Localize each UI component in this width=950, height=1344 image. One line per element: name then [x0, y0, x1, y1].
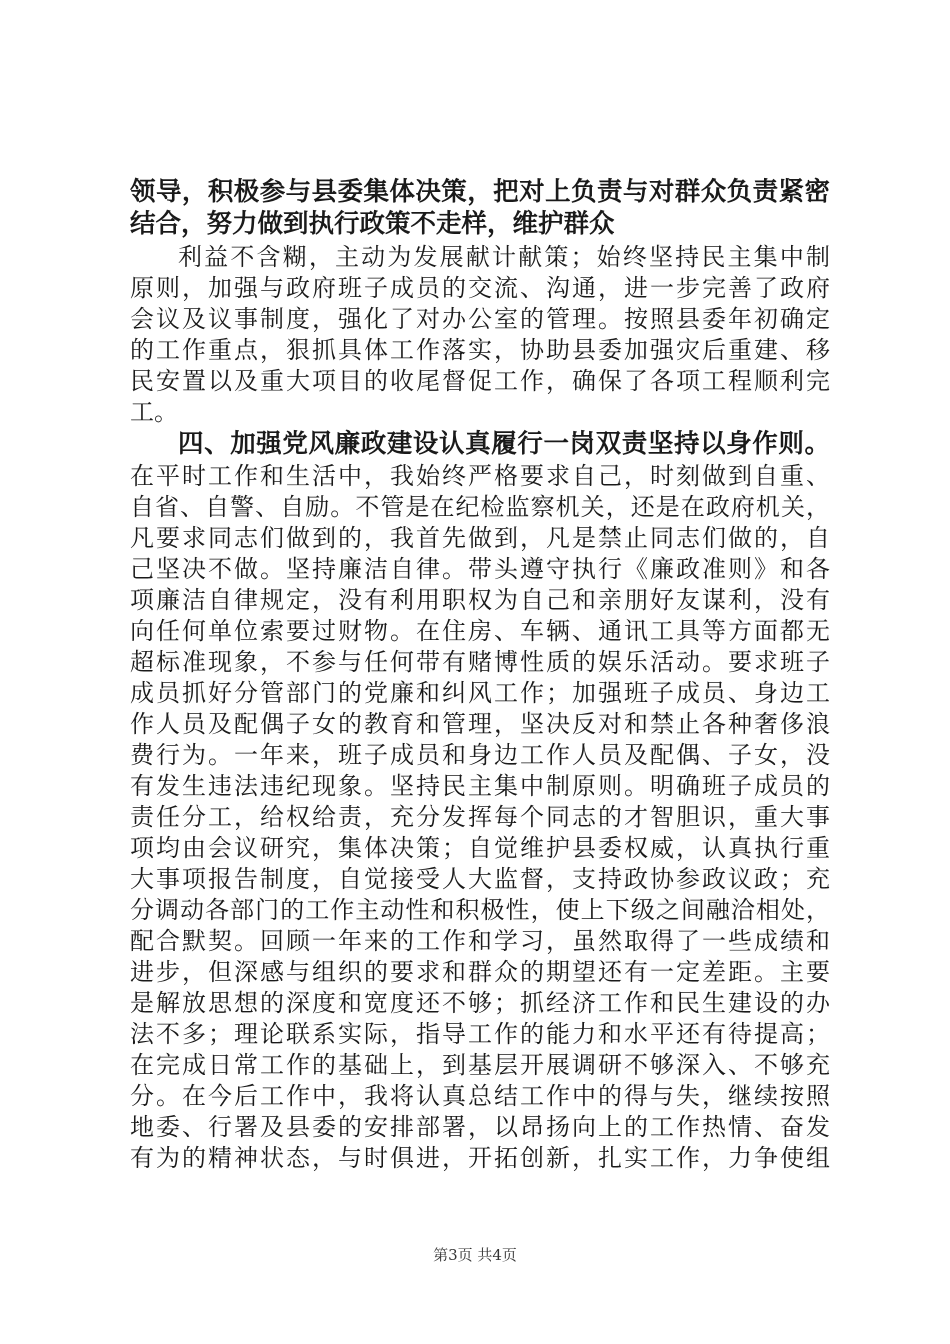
paragraph-line: 进步，但深感与组织的要求和群众的期望还有一定差距。主要 [130, 958, 830, 986]
paragraph-line: 成员抓好分管部门的党廉和纠风工作；加强班子成员、身边工 [130, 679, 830, 707]
paragraph-line: 利益不含糊，主动为发展献计献策；始终坚持民主集中制 [178, 243, 830, 271]
paragraph-line: 分调动各部门的工作主动性和积极性，使上下级之间融洽相处， [130, 896, 830, 924]
paragraph-line: 向任何单位索要过财物。在住房、车辆、通讯工具等方面都无 [130, 617, 830, 645]
text-line-bold: 结合，努力做到执行政策不走样，维护群众 [130, 209, 615, 239]
paragraph-line: 责任分工，给权给责，充分发挥每个同志的才智胆识，重大事 [130, 803, 830, 831]
paragraph-line: 超标准现象，不参与任何带有赌博性质的娱乐活动。要求班子 [130, 648, 830, 676]
paragraph-line: 配合默契。回顾一年来的工作和学习，虽然取得了一些成绩和 [130, 927, 830, 955]
section-heading: 四、加强党风廉政建设认真履行一岗双责坚持以身作则。 [178, 429, 830, 459]
paragraph-line: 工。 [130, 398, 178, 426]
paragraph-line: 地委、行署及县委的安排部署，以昂扬向上的工作热情、奋发 [130, 1113, 830, 1141]
paragraph-line: 项廉洁自律规定，没有利用职权为自己和亲朋好友谋利，没有 [130, 586, 830, 614]
paragraph-line: 有发生违法违纪现象。坚持民主集中制原则。明确班子成员的 [130, 772, 830, 800]
paragraph-line: 凡要求同志们做到的，我首先做到，凡是禁止同志们做的，自 [130, 524, 830, 552]
page-number-footer: 第3页 共4页 [433, 1246, 517, 1264]
paragraph-line: 项均由会议研究，集体决策；自觉维护县委权威，认真执行重 [130, 834, 830, 862]
text-line-bold: 领导，积极参与县委集体决策，把对上负责与对群众负责紧密 [130, 177, 830, 207]
paragraph-line: 大事项报告制度，自觉接受人大监督，支持政协参政议政；充 [130, 865, 830, 893]
paragraph-line: 是解放思想的深度和宽度还不够；抓经济工作和民生建设的办 [130, 989, 830, 1017]
paragraph-line: 作人员及配偶子女的教育和管理，坚决反对和禁止各种奢侈浪 [130, 710, 830, 738]
paragraph-line: 自省、自警、自励。不管是在纪检监察机关，还是在政府机关， [130, 493, 830, 521]
paragraph-line: 己坚决不做。坚持廉洁自律。带头遵守执行《廉政准则》和各 [130, 555, 830, 583]
paragraph-line: 法不多；理论联系实际，指导工作的能力和水平还有待提高； [130, 1020, 830, 1048]
paragraph-line: 有为的精神状态，与时俱进，开拓创新，扎实工作，力争使组 [130, 1144, 830, 1172]
paragraph-line: 在平时工作和生活中，我始终严格要求自己，时刻做到自重、 [130, 462, 830, 490]
paragraph-line: 费行为。一年来，班子成员和身边工作人员及配偶、子女，没 [130, 741, 830, 769]
paragraph-line: 民安置以及重大项目的收尾督促工作，确保了各项工程顺利完 [130, 367, 830, 395]
paragraph-line: 原则，加强与政府班子成员的交流、沟通，进一步完善了政府 [130, 274, 830, 302]
paragraph-line: 分。在今后工作中，我将认真总结工作中的得与失，继续按照 [130, 1082, 830, 1110]
paragraph-line: 的工作重点，狠抓具体工作落实，协助县委加强灾后重建、移 [130, 336, 830, 364]
paragraph-line: 在完成日常工作的基础上，到基层开展调研不够深入、不够充 [130, 1051, 830, 1079]
paragraph-line: 会议及议事制度，强化了对办公室的管理。按照县委年初确定 [130, 305, 830, 333]
